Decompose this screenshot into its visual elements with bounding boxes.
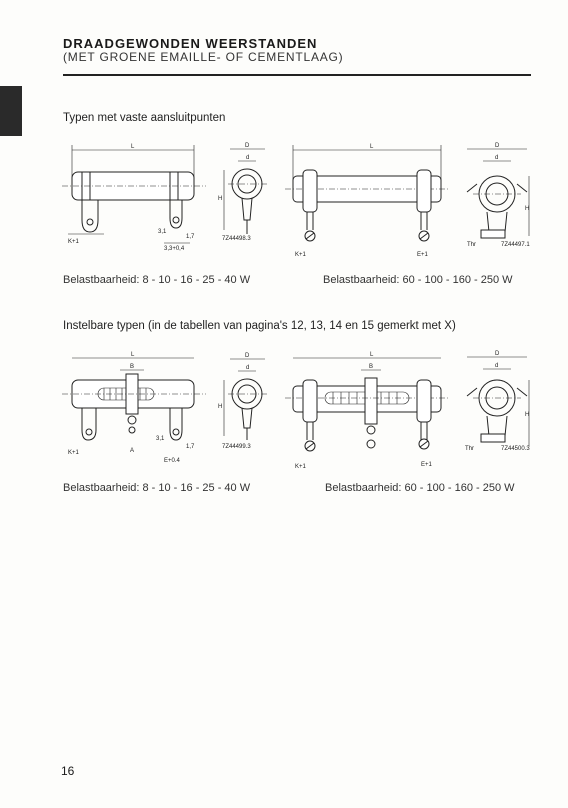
section-heading-adjustable: Instelbare typen (in de tabellen van pagina's 12, 13, 14 en 15 gemerkt met X) (63, 320, 456, 332)
label-D2: D (495, 143, 500, 149)
label-K1: K+1 (68, 239, 79, 245)
label-E1: E+1 (417, 252, 428, 258)
label-H: H (218, 196, 223, 202)
drawing-adjustable-small-side (60, 350, 210, 475)
label-K1-3: K+1 (68, 450, 79, 456)
drawing-adjustable-large-end (455, 350, 540, 465)
label-code1: 7Z44498.3 (222, 236, 251, 242)
label-dim17-2: 1,7 (186, 444, 195, 450)
label-D: D (245, 143, 250, 149)
caption-fixed-small: Belastbaarheid: 8 - 10 - 16 - 25 - 40 W (63, 274, 251, 286)
drawing-fixed-small-side (60, 140, 210, 265)
label-code4: 7Z44500.3 (501, 446, 530, 452)
caption-adjustable-large: Belastbaarheid: 60 - 100 - 160 - 250 W (325, 482, 515, 494)
label-K1-2: K+1 (295, 252, 306, 258)
label-dim31-2: 3,1 (156, 436, 165, 442)
label-code2: 7Z44497.1 (501, 242, 530, 248)
page-number: 16 (61, 764, 75, 778)
drawing-fixed-small-end (210, 140, 285, 255)
drawing-adjustable-small-end (210, 350, 285, 465)
drawing-fixed-large-side (285, 140, 450, 265)
label-L2: L (370, 144, 374, 150)
label-dim33: 3,3+0,4 (164, 246, 185, 252)
label-dim31: 3,1 (158, 229, 167, 235)
label-L3: L (131, 352, 135, 358)
label-B2: B (369, 364, 374, 370)
label-code3: 7Z44499.3 (222, 444, 251, 450)
caption-fixed-large: Belastbaarheid: 60 - 100 - 160 - 250 W (323, 274, 513, 286)
label-K1-4: K+1 (295, 464, 306, 470)
label-D3: D (245, 353, 250, 359)
drawing-fixed-large-end (455, 140, 540, 260)
caption-adjustable-small: Belastbaarheid: 8 - 10 - 16 - 25 - 40 W (63, 482, 251, 494)
label-L4: L (370, 352, 374, 358)
label-D4: D (495, 351, 500, 357)
label-d4: d (495, 363, 499, 369)
label-thr-2: Thr (465, 446, 474, 452)
label-d3: d (246, 365, 250, 371)
label-E04: E+0.4 (164, 458, 180, 464)
label-d2: d (495, 155, 499, 161)
page-subtitle: (MET GROENE EMAILLE- OF CEMENTLAAG) (63, 50, 344, 64)
label-H4: H (525, 412, 530, 418)
label-E1-2: E+1 (421, 462, 432, 468)
label-B: B (130, 364, 135, 370)
drawing-adjustable-large-side (285, 350, 450, 475)
label-A: A (130, 448, 135, 454)
label-dim17: 1,7 (186, 234, 195, 240)
label-H3: H (218, 404, 223, 410)
page-edge-tab (0, 86, 22, 136)
section-heading-fixed: Typen met vaste aansluitpunten (63, 112, 226, 124)
label-H2: H (525, 206, 530, 212)
page-title: DRAADGEWONDEN WEERSTANDEN (63, 36, 318, 51)
label-d: d (246, 155, 250, 161)
title-rule (63, 74, 531, 76)
label-thr: Thr (467, 242, 476, 248)
label-L: L (131, 144, 135, 150)
